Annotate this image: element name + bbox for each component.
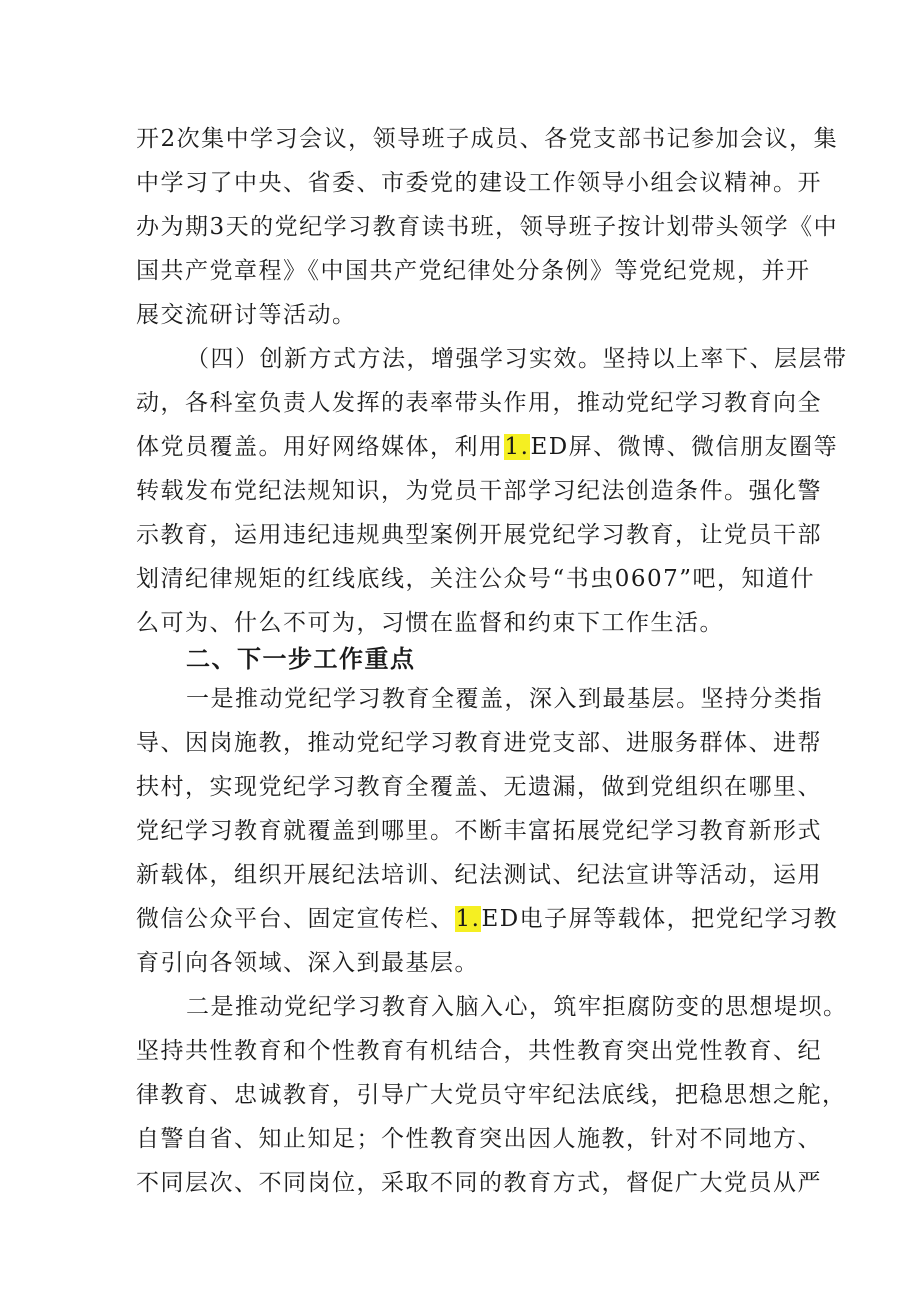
paragraph-line: 自警自省、知止知足；个性教育突出因人施教，针对不同地方、 — [136, 1126, 822, 1152]
paragraph-line — [136, 425, 838, 469]
paragraph-line: 示教育，运用违纪违规典型案例开展党纪学习教育，让党员干部 — [136, 522, 822, 548]
text-run: ED电子屏等载体，把党纪学习教 — [481, 906, 839, 932]
paragraph-line: 办为期3天的党纪学习教育读书班，领导班子按计划带头领学《中 — [136, 214, 839, 240]
paragraph-line: 国共产党章程》《中国共产党纪律处分条例》等党纪党规，并开 — [136, 258, 811, 284]
text-run: 微信公众平台、固定宣传栏、 — [136, 906, 455, 932]
section-heading: 二、下一步工作重点 — [186, 645, 416, 673]
paragraph-line: 一是推动党纪学习教育全覆盖，深入到最基层。坚持分类指 — [186, 686, 823, 712]
text-run: 体党员覆盖。用好网络媒体，利用 — [136, 434, 504, 460]
paragraph-line: 二是推动党纪学习教育入脑入心，筑牢拒腐防变的思想堤坝。 — [186, 994, 848, 1020]
highlighted-text: 1. — [455, 906, 481, 932]
paragraph-line: 律教育、忠诚教育，引导广大党员守牢纪法底线，把稳思想之舵， — [136, 1082, 847, 1108]
paragraph-line: 动，各科室负责人发挥的表率带头作用，推动党纪学习教育向全 — [136, 390, 822, 416]
paragraph-line: 扶村，实现党纪学习教育全覆盖、无遗漏，做到党组织在哪里、 — [136, 774, 822, 800]
paragraph-line: 转载发布党纪法规知识，为党员干部学习纪法创造条件。强化警 — [136, 478, 822, 504]
paragraph-line: 展交流研讨等活动。 — [136, 302, 357, 328]
paragraph-line: 不同层次、不同岗位，采取不同的教育方式，督促广大党员从严 — [136, 1170, 822, 1196]
paragraph-line: 划清纪律规矩的红线底线，关注公众号“书虫0607”吧，知道什 — [136, 566, 816, 592]
paragraph-line: 开2次集中学习会议，领导班子成员、各党支部书记参加会议，集 — [136, 126, 839, 152]
paragraph-line: 中学习了中央、省委、市委党的建设工作领导小组会议精神。开 — [136, 170, 822, 196]
paragraph-line: 育引向各领域、深入到最基层。 — [136, 950, 479, 976]
paragraph-line — [136, 897, 838, 941]
paragraph-line: 坚持共性教育和个性教育有机结合，共性教育突出党性教育、纪 — [136, 1038, 822, 1064]
paragraph-line: 新载体，组织开展纪法培训、纪法测试、纪法宣讲等活动，运用 — [136, 862, 822, 888]
text-run: ED屏、微博、微信朋友圈等 — [530, 434, 839, 460]
paragraph-line: （四）创新方式方法，增强学习实效。坚持以上率下、层层带 — [186, 346, 848, 372]
paragraph-line: 导、因岗施教，推动党纪学习教育进党支部、进服务群体、进帮 — [136, 730, 822, 756]
paragraph-line: 么可为、什么不可为，习惯在监督和约束下工作生活。 — [136, 610, 724, 636]
highlighted-text: 1. — [504, 434, 530, 460]
paragraph-line: 党纪学习教育就覆盖到哪里。不断丰富拓展党纪学习教育新形式 — [136, 818, 822, 844]
